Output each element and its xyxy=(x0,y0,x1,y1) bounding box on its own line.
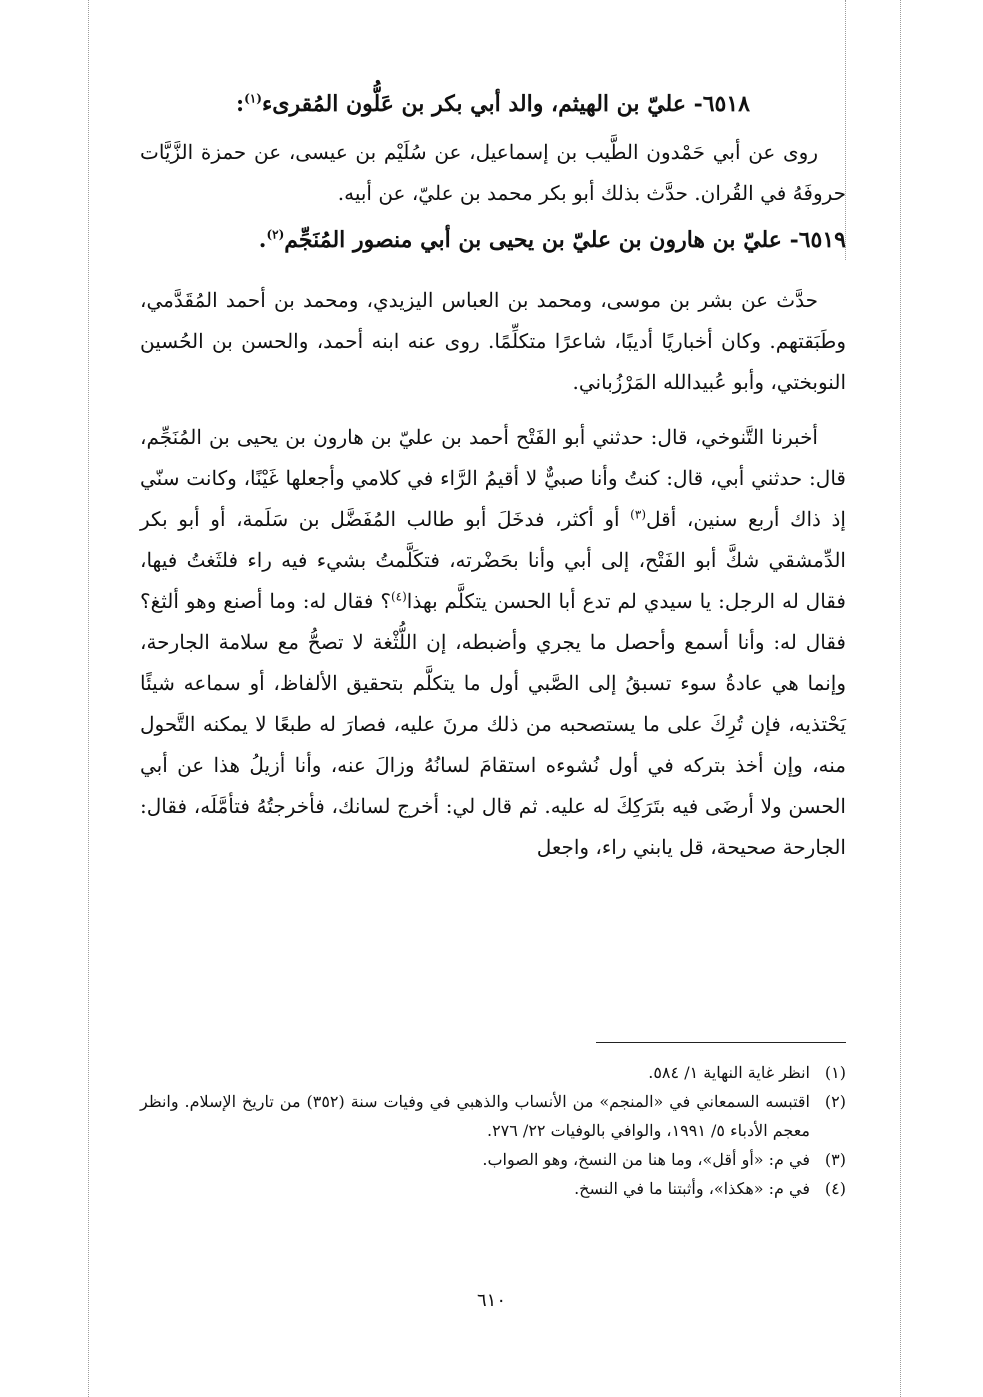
footnote-number: (٣) xyxy=(824,1150,846,1169)
heading-punct: : xyxy=(235,91,245,117)
footnote-divider xyxy=(596,1042,846,1043)
story-text: أخبرنا التَّنوخي، قال: حدثني أبو الفَتْح أحمد بن عليّ بن هارون بن يحيى بن المُنَجِّم، قال: حدثني أبي، قال: كنتُ وأنا صبيٌّ لا أقيمُ الرَّاء في كلامي وأجعلها غَيْنًا، وكانت سنّي إذ ذاك أربع سنين، أقل xyxy=(140,425,846,531)
footnote-text: في م: «هكذا»، وأثبتنا ما في النسخ. xyxy=(574,1179,810,1198)
story-text: أو أكثر، فدخَلَ أبو طالب المُفَضَّل بن سَلَمة، أو أبو بكر الدِّمشقي شكَّ أبو الفَتْح، إلى أبي وأنا بحَضْرته، فتكَلَّمتُ بشيء فيه راء فلثَغتُ فيها، فقال له الرجل: يا سيدي لم تدع أبا الحسن يتكلَّم بهذا xyxy=(140,507,846,613)
footnotes xyxy=(140,1058,846,1203)
entry-heading-text: ٦٥١٩- عليّ بن هارون بن عليّ بن يحيى بن أبي منصور المُنَجِّم xyxy=(284,227,846,253)
story-text: ؟ فقال له: وما أصنع وهو ألثغ؟ فقال له: وأنا أسمع وأحصل ما يجري وأضبطه، إن اللُّثْغة لا تصحُّ مع سلامة الجارحة، وإنما هي عادةُ سوء تسبقُ إلى الصَّبي أول ما يتكلَّم بتحقيق الألفاظ، أو سماعه شيئًا يَحْتذيه، فإن تُرِكَ على ما يستصحبه من ذلك مرنَ عليه، فصارَ له طبعًا لا يمكنه التَّحول منه، وإن أخذ بتركه في أول نُشوءه استقامَ لسانُهُ وزالَ عنه، وأنا أزيلُ هذا عن أبي الحسن ولا أرضَى فيه بتَرَكِكَ له عليه. ثم قال لي: أخرج لسانك، فأخرجتُهُ فتأمَّلَه، فقال: الجارحة صحيحة، قل يابني راء، واجعل xyxy=(140,589,846,859)
page-number: ٦١٠ xyxy=(476,1290,506,1311)
story-paragraph xyxy=(140,417,846,868)
entry-paragraph: روى عن أبي حَمْدون الطَّيب بن إسماعيل، عن سُلَيْم بن عيسى، عن حمزة الزَّيَّات حروفَهُ في القُران. حدَّث بذلك أبو بكر محمد بن عليّ، عن أبيه. xyxy=(140,140,846,205)
footnote-ref: (٤) xyxy=(390,589,407,604)
footnote-text: اقتبسه السمعاني في «المنجم» من الأنساب والذهبي في وفيات سنة (٣٥٢) من تاريخ الإسلام. وانظر معجم الأدباء ٥/ ١٩٩١، والوافي بالوفيات ٢٢/ ٢٧٦. xyxy=(140,1092,811,1140)
footnote-item xyxy=(140,1058,846,1087)
footnote-number: (٤) xyxy=(824,1179,846,1198)
footnote-item xyxy=(140,1087,846,1145)
footnote-item xyxy=(140,1145,846,1174)
footnote-ref: (٣) xyxy=(630,507,646,522)
entry-heading-6519 xyxy=(140,218,846,262)
footnote-ref: (١) xyxy=(244,91,262,106)
footnote-item xyxy=(140,1174,846,1203)
footnote-text: في م: «أو أقل»، وما هنا من النسخ، وهو الصواب. xyxy=(482,1150,810,1169)
entry-paragraph: حدَّث عن بشر بن موسى، ومحمد بن العباس اليزيدي، ومحمد بن أحمد المُقَدَّمي، وطَبَقتهم. وكان أخباريًا أديبًا، شاعرًا متكلِّمًا. روى عنه ابنه أحمد، والحسن بن الحُسين النوبختي، وأبو عُبيدالله المَرْزُباني. xyxy=(140,288,846,394)
entry-heading-6518 xyxy=(140,82,846,126)
entry-heading-text: ٦٥١٨- عليّ بن الهيثم، والد أبي بكر بن عَلُّون المُقرىء xyxy=(261,91,750,117)
scan-line-right xyxy=(900,0,901,1397)
heading-punct: . xyxy=(258,227,267,253)
footnote-number: (١) xyxy=(824,1063,846,1082)
footnote-ref: (٢) xyxy=(266,227,285,242)
footnote-number: (٢) xyxy=(824,1092,846,1111)
footnote-text: انظر غاية النهاية ١/ ٥٨٤. xyxy=(648,1063,810,1082)
scan-line-left xyxy=(88,0,89,1397)
main-text xyxy=(140,82,846,868)
